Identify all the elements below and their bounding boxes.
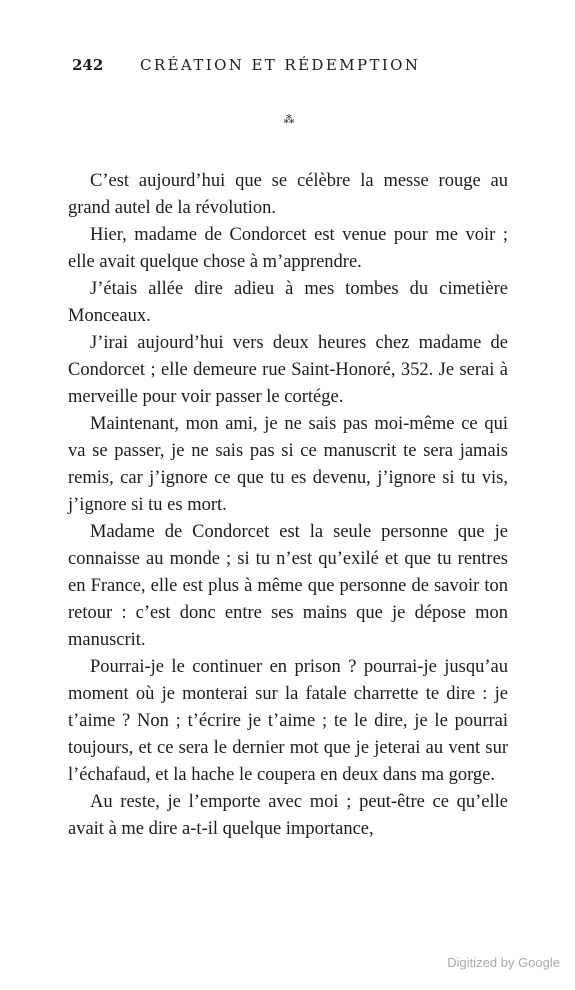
digitized-by-watermark: Digitized by Google [447, 955, 560, 970]
asterism-separator: ⁂ [283, 113, 295, 126]
paragraph: C’est aujourd’hui que se célèbre la messe rouge au grand autel de la révolution. [68, 171, 508, 218]
running-title: CRÉATION ET RÉDEMPTION [140, 56, 421, 74]
paragraph: Au reste, je l’emporte avec moi ; peut-être ce qu’elle avait à me dire a-t-il quelque importance, [68, 792, 508, 839]
body-text [68, 168, 508, 843]
paragraph: J’irai aujourd’hui vers deux heures chez madame de Condorcet ; elle demeure rue Saint-Honoré, 352. Je serai à merveille pour voir passer le cortége. [68, 333, 508, 407]
paragraph: J’étais allée dire adieu à mes tombes du cimetière Monceaux. [68, 279, 508, 326]
paragraph: Maintenant, mon ami, je ne sais pas moi-même ce qui va se passer, je ne sais pas si ce manuscrit te sera jamais remis, car j’ignore ce que tu es devenu, j’ignore si tu vis, j’ignore si tu es mort. [68, 414, 508, 515]
paragraph: Madame de Condorcet est la seule personne que je connaisse au monde ; si tu n’est qu’exilé et que tu rentres en France, elle est plus à même que personne de savoir ton retour : c’est donc entre ses mains que je dépose mon manuscrit. [68, 522, 508, 650]
paragraph: Pourrai-je le continuer en prison ? pourrai-je jusqu’au moment où je monterai sur la fatale charrette te dire : je t’aime ? Non ; t’écrire je t’aime ; te le dire, je le pourrai toujours, et ce sera le dernier mot que je jeterai au vent sur l’échafaud, et la hache le coupera en deux dans ma gorge. [68, 657, 508, 785]
page-header [72, 56, 512, 80]
page-number: 242 [72, 56, 104, 74]
paragraph: Hier, madame de Condorcet est venue pour me voir ; elle avait quelque chose à m’apprendre. [68, 225, 508, 272]
